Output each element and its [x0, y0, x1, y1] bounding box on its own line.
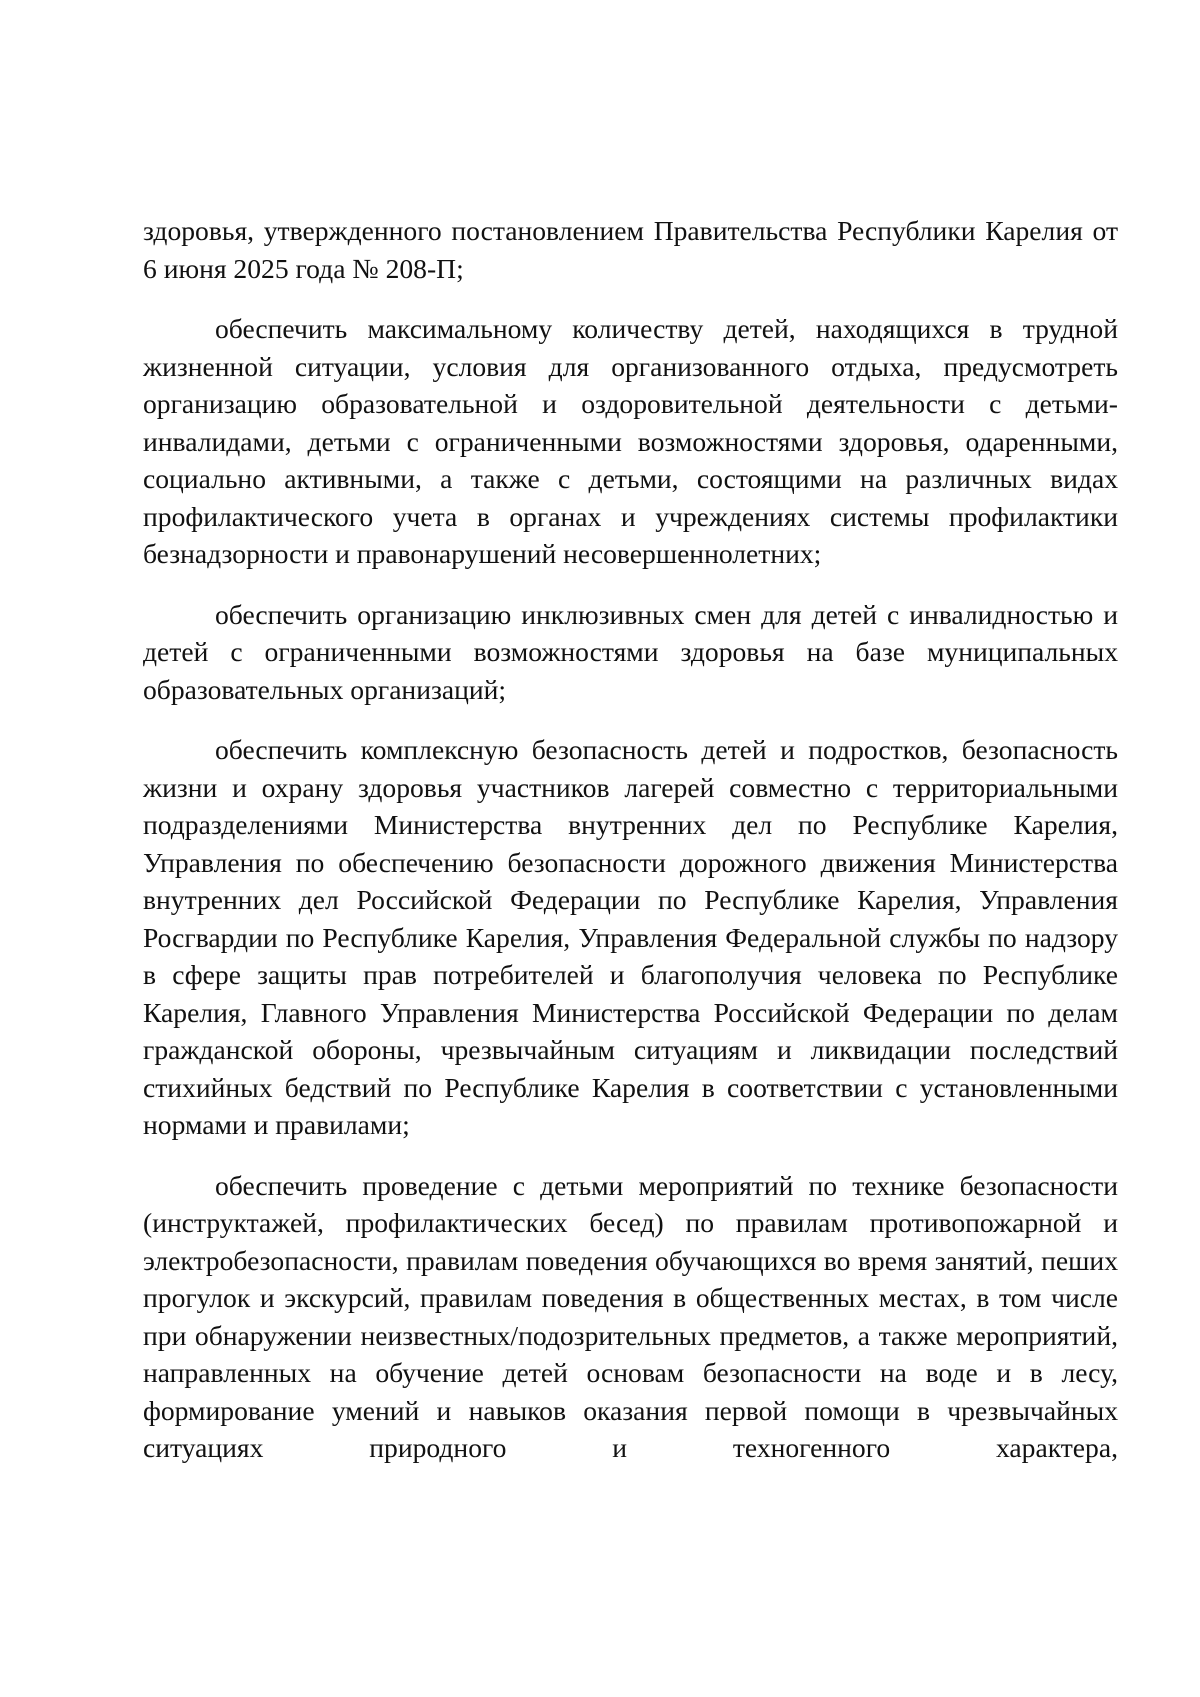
paragraph-inclusive-shifts: обеспечить организацию инклюзивных смен для детей с инвалидностью и детей с ограниченными возможностями здоровья на базе муниципальных образовательных организаций;	[143, 598, 1118, 705]
paragraph-children-difficult-situation: обеспечить максимальному количеству детей, находящихся в трудной жизненной ситуации, условия для организованного отдыха, предусмотреть организацию образовательной и оздоровительной деятельности с детьми-инвалидами, детьми с ограниченными возможностями здоровья, одаренными, социально активными, а также с детьми, состоящими на различных видах профилактического учета в органах и учреждениях системы профилактики безнадзорности и правонарушений несовершеннолетних;	[143, 313, 1118, 569]
paragraph-comprehensive-safety: обеспечить комплексную безопасность детей и подростков, безопасность жизни и охрану здоровья участников лагерей совместно с территориальными подразделениями Министерства внутренних дел по Республике Карелия, Управления по обеспечению безопасности дорожного движения Министерства внутренних дел Российской Федерации по Республике Карелия, Управления Росгвардии по Республике Карелия, Управления Федеральной службы по надзору в сфере защиты прав потребителей и благополучия человека по Республике Карелия, Главного Управления Министерства Российской Федерации по делам гражданской обороны, чрезвычайным ситуациям и ликвидации последствий стихийных бедствий по Республике Карелия в соответствии с установленными нормами и правилами;	[143, 734, 1118, 1140]
document-body	[143, 212, 1118, 1467]
paragraph-continuation: здоровья, утвержденного постановлением Правительства Республики Карелия от 6 июня 2025 года № 208-П;	[143, 215, 1118, 284]
paragraph-safety-measures: обеспечить проведение с детьми мероприятий по технике безопасности (инструктажей, профилактических бесед) по правилам противопожарной и электробезопасности, правилам поведения обучающихся во время занятий, пеших прогулок и экскурсий, правилам поведения в общественных местах, в том числе при обнаружении неизвестных/подозрительных предметов, а также мероприятий, направленных на обучение детей основам безопасности на воде и в лесу, формирование умений и навыков оказания первой помощи в чрезвычайных ситуациях природного и техногенного характера,	[143, 1169, 1118, 1463]
